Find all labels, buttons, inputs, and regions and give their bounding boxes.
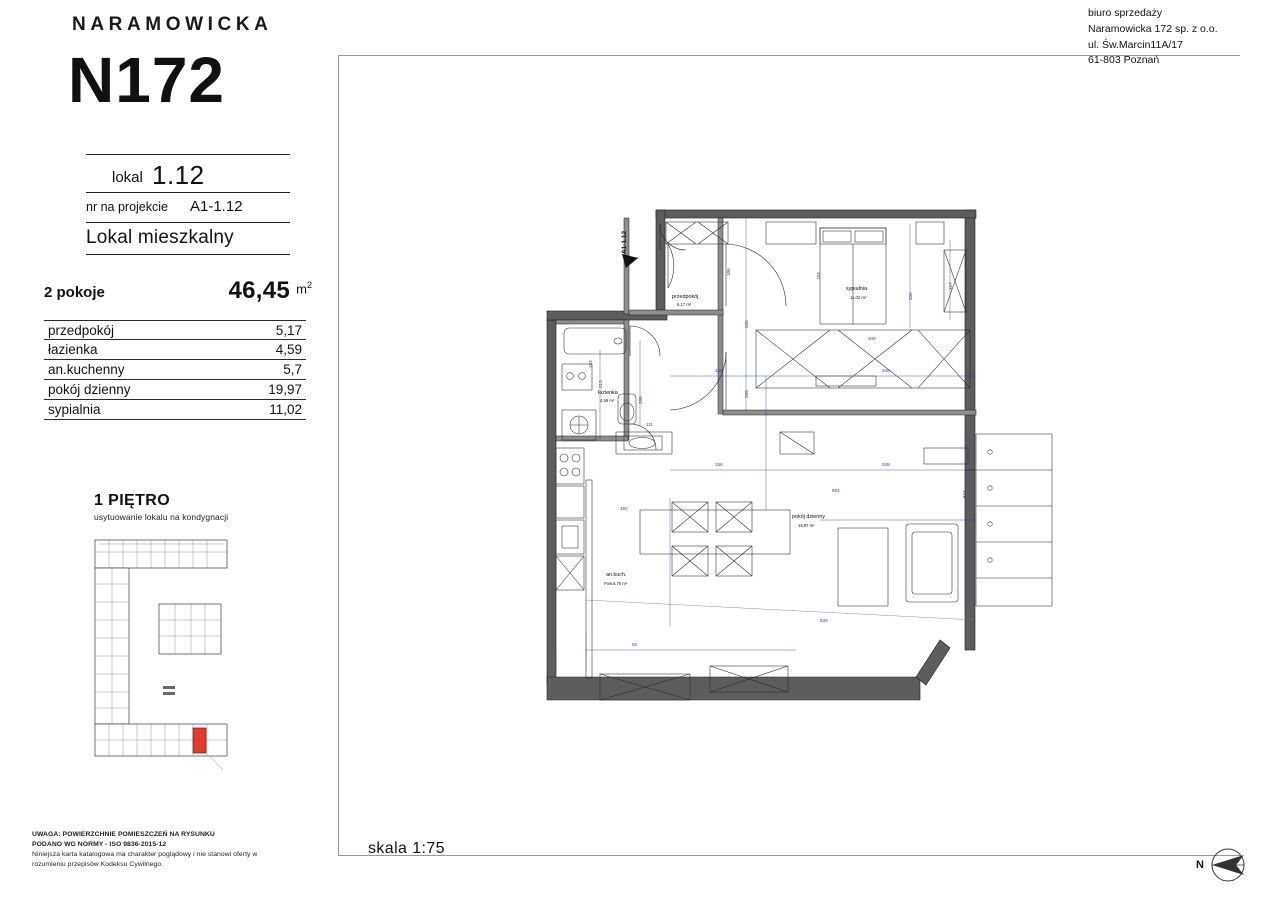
north-letter: N (1196, 859, 1204, 871)
dimension-value: 111 (646, 422, 653, 427)
sales-office-block (1088, 6, 1218, 69)
room-area-hall: 5,17 m² (677, 302, 692, 307)
room-area-living: 19,97 m² (798, 523, 815, 528)
floor-plan (520, 180, 1100, 740)
unit-number: 1.12 (152, 160, 205, 190)
project-number: A1-1.12 (190, 198, 243, 215)
dimension-value: 156 (715, 368, 723, 373)
dimension-value: 92 (632, 642, 638, 647)
floor-plan-svg (520, 180, 1100, 740)
brand-logo: N172 (68, 44, 225, 116)
project-label: nr na projekcie (86, 200, 168, 214)
info-panel (0, 0, 338, 905)
table-row (44, 340, 306, 360)
note-line-4: rozumieniu przepisów Kodeksu Cywilnego. (32, 860, 164, 868)
room-area: 11,02 (269, 402, 302, 417)
note-line-1: UWAGA: POWIERZCHNIE POMIESZCZEŃ NA RYSUNKU (32, 831, 215, 838)
area-unit: $m^2$ (296, 280, 312, 297)
brand-name: NARAMOWICKA (72, 14, 273, 35)
room-area: 5,17 (275, 323, 302, 338)
unit-type-row (86, 226, 294, 254)
dimension-value: 208 (744, 390, 749, 398)
scale-label: skala 1:75 (368, 840, 445, 857)
north-arrow (1196, 845, 1252, 891)
dimension-value: 192 (620, 506, 628, 511)
dimension-value: 184 (588, 360, 593, 368)
rooms-count: 2 pokoje (44, 284, 105, 301)
room-label-bedroom: sypialnia (846, 286, 867, 292)
floor-subtitle: usytuowanie lokalu na kondygnacji (94, 512, 229, 522)
room-area-kitchen: Pow.5,70 m² (604, 581, 628, 586)
office-title: biuro sprzedaży (1088, 7, 1163, 19)
note-line-3: Niniejsza karta katalogowa ma charakter poglądowy i nie stanowi oferty w (32, 850, 258, 858)
room-name: an.kuchenny (48, 362, 125, 377)
dimension-value: 153 (816, 272, 821, 280)
dimension-value: 537 (962, 490, 967, 498)
room-name: łazienka (48, 342, 98, 357)
room-label-bathroom: łazienka (598, 390, 618, 396)
unit-number-row (86, 160, 294, 194)
dimension-value: 213 (598, 380, 603, 388)
room-area-bathroom: 4,59 m² (600, 398, 615, 403)
unit-tag-label: A1-1.12 (621, 230, 628, 254)
divider (86, 154, 290, 155)
office-line-3: 61-803 Poznań (1088, 54, 1160, 67)
total-area: 46,45 (228, 277, 290, 304)
room-area: 19,97 (268, 382, 302, 397)
key-plan-svg (85, 536, 245, 776)
key-plan-marker (193, 728, 206, 753)
room-name: pokój dzienny (48, 382, 131, 397)
divider (86, 192, 290, 193)
dimension-value: 156 (715, 462, 723, 467)
floor-title: 1 PIĘTRO (94, 492, 171, 509)
unit-type: Lokal mieszkalny (86, 227, 234, 248)
room-area-bedroom: 11,02 m² (850, 295, 867, 300)
sheet-border-left (338, 55, 339, 855)
disclaimer-note (32, 830, 300, 869)
room-area: 5,7 (283, 362, 302, 377)
floor-indicator (58, 492, 308, 522)
note-line-2: PODANO WG NORMY - ISO 9836-2015-12 (32, 840, 167, 848)
dimension-value: 330 (908, 292, 913, 300)
table-row (44, 320, 306, 340)
dimension-value: 504 (832, 488, 840, 493)
unit-label: lokal (112, 169, 143, 186)
room-area: 4,59 (275, 342, 302, 357)
room-name: przedpokój (48, 323, 115, 338)
office-line-1: Naramowicka 172 sp. z o.o. (1088, 22, 1218, 35)
dimension-value: 107 (948, 282, 953, 290)
dimension-value: 288 (638, 396, 643, 404)
table-row (44, 360, 306, 380)
room-label-hall: przedpokój (672, 294, 699, 300)
dimension-value: 338 (744, 320, 749, 328)
rooms-table (44, 320, 306, 420)
project-number-row (86, 196, 294, 222)
dimension-value: 340 (868, 336, 876, 341)
room-label-living: pokój dzienny (792, 514, 825, 520)
key-plan (85, 536, 245, 776)
divider (86, 222, 290, 223)
divider (86, 254, 290, 255)
north-arrow-icon (1196, 845, 1252, 891)
office-line-2: ul. Św.Marcin11A/17 (1088, 38, 1183, 51)
room-name: sypialnia (48, 402, 101, 417)
table-row (44, 380, 306, 400)
dimension-value: 536 (820, 618, 828, 623)
dimension-value: 186 (726, 268, 731, 276)
dimension-value: 348 (882, 462, 890, 467)
sheet-border-bottom (338, 855, 1240, 856)
room-label-kitchen: an.kuch. (606, 572, 627, 578)
table-row (44, 400, 306, 420)
dimension-value: 348 (882, 368, 890, 373)
